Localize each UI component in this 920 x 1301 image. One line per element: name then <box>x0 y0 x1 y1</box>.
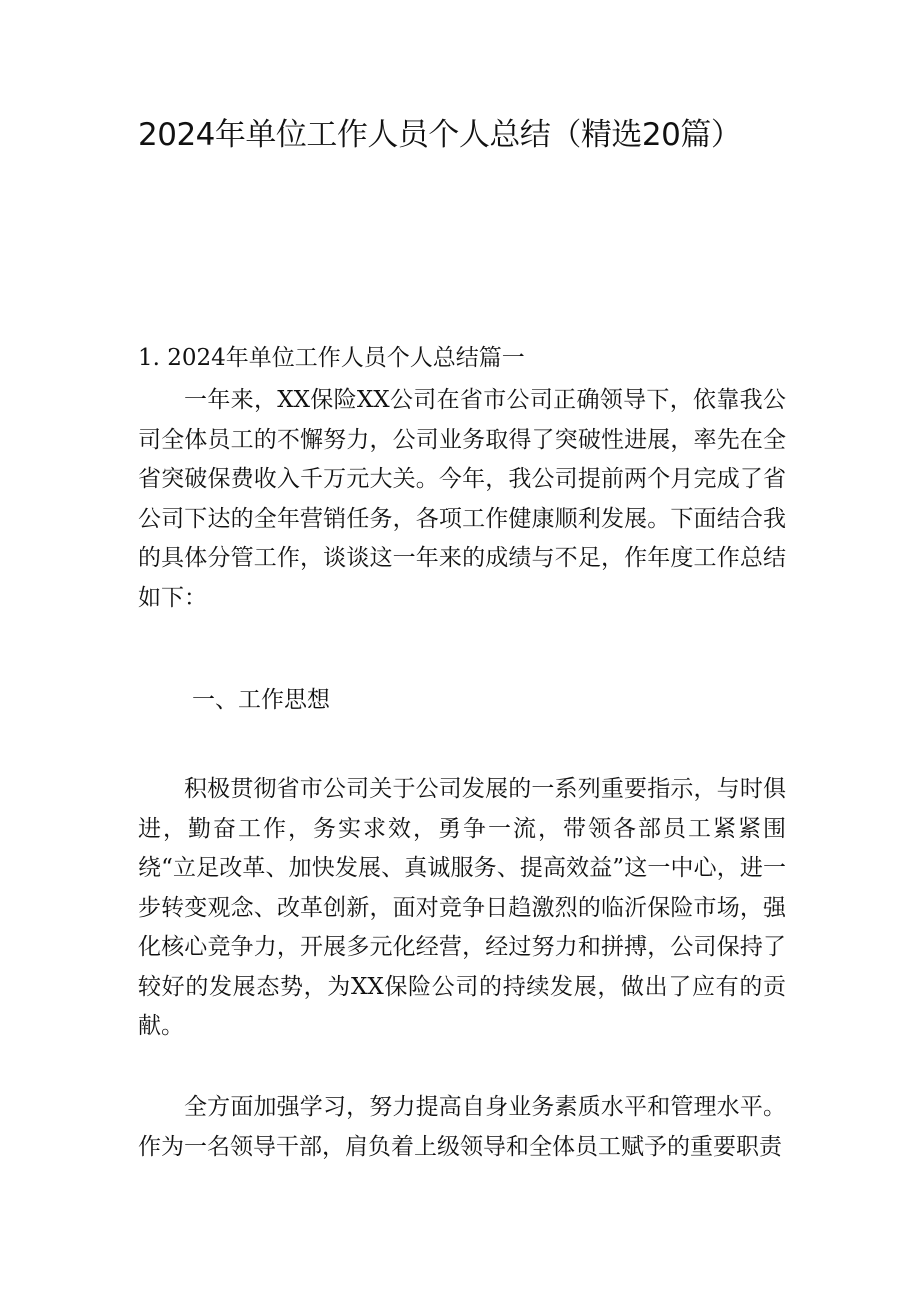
sub-heading-work-thought: 一、工作思想 <box>192 687 330 713</box>
document-title: 2024年单位工作人员个人总结（精选20篇） <box>138 117 742 153</box>
paragraph-work-thought: 积极贯彻省市公司关于公司发展的一系列重要指示，与时俱进，勤奋工作，务实求效，勇争一流，带领各部员工紧紧围绕“立足改革、加快发展、真诚服务、提高效益”这一中心，进一步转变观念、改革创新，面对竞争日趋激烈的临沂保险市场，强化核心竞争力，开展多元化经营，经过努力和拼搏，公司保持了较好的发展态势，为XX保险公司的持续发展，做出了应有的贡献。 <box>138 776 786 1039</box>
section-heading: 1. 2024年单位工作人员个人总结篇一 <box>138 345 525 371</box>
paragraph-study: 全方面加强学习，努力提高自身业务素质水平和管理水平。作为一名领导干部，肩负着上级领导和全体员工赋予的重要职责 <box>138 1094 786 1160</box>
paragraph-intro: 一年来，XX保险XX公司在省市公司正确领导下，依靠我公司全体员工的不懈努力，公司业务取得了突破性进展，率先在全省突破保费收入千万元大关。今年，我公司提前两个月完成了省公司下达的全年营销任务，各项工作健康顺利发展。下面结合我的具体分管工作，谈谈这一年来的成绩与不足，作年度工作总结如下： <box>138 387 786 611</box>
